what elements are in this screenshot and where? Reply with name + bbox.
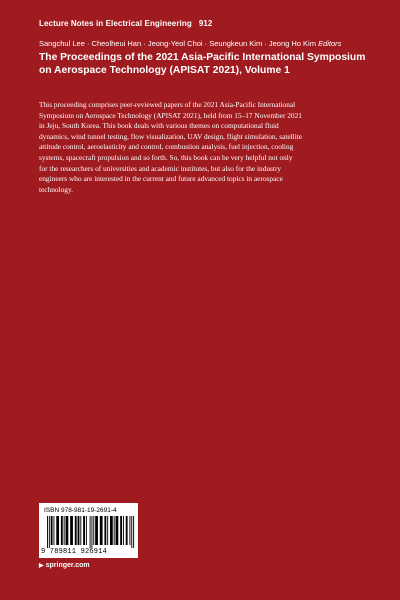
isbn-label: ISBN 978-981-19-2691-4	[44, 507, 117, 514]
description-line: technology.	[39, 184, 73, 194]
barcode-bars	[47, 516, 135, 548]
barcode-stripe	[83, 516, 85, 545]
barcode-stripe	[78, 516, 80, 545]
barcode-stripe	[61, 516, 63, 545]
book-description	[39, 100, 361, 195]
editor-names: Sangchul Lee · Cheolheui Han · Jeong-Yeol Choi · Seungkeun Kim · Jeong Ho Kim	[39, 39, 316, 48]
barcode-stripe	[133, 516, 134, 548]
barcode-stripe	[126, 516, 128, 545]
barcode-stripe	[75, 516, 77, 545]
barcode-stripe	[86, 516, 87, 545]
publisher-link[interactable]	[39, 562, 90, 569]
barcode-stripe	[120, 516, 122, 545]
barcode-stripe	[64, 516, 65, 545]
barcode-stripe	[131, 516, 132, 548]
barcode-digits: 9 789811 926914	[41, 548, 108, 556]
title-line: on Aerospace Technology (APISAT 2021), Volume 1	[39, 65, 290, 76]
barcode-stripe	[51, 516, 53, 545]
barcode-stripe	[100, 516, 103, 545]
barcode-stripe	[104, 516, 106, 545]
barcode-stripe	[47, 516, 48, 548]
barcode-stripe	[123, 516, 124, 545]
barcode-stripe	[95, 516, 98, 545]
barcode-stripe	[56, 516, 59, 545]
book-title	[39, 51, 369, 77]
barcode-stripe	[93, 516, 94, 545]
publisher-url: springer.com	[45, 562, 90, 569]
barcode-stripe	[70, 516, 73, 545]
barcode-stripe	[114, 516, 115, 545]
series-volume: 912	[198, 19, 213, 28]
barcode-stripe	[49, 516, 50, 548]
series-line	[39, 19, 212, 28]
series-name: Lecture Notes in Electrical Engineering	[39, 19, 192, 28]
description-line: engineers who are interested in the current and future advanced topics in aerospace	[39, 174, 283, 184]
barcode-stripe	[116, 516, 119, 545]
editors-role: Editors	[318, 39, 342, 48]
triangle-right-icon: ▶	[39, 563, 44, 569]
description-line: This proceeding comprises peer-reviewed papers of the 2021 Asia-Pacific International	[39, 100, 296, 109]
barcode-stripe	[129, 516, 130, 545]
description-line: attitude control, aeroelasticity and control, combustion analysis, fuel injection, cooling	[39, 142, 294, 152]
barcode-stripe	[90, 516, 91, 548]
barcode-stripe	[107, 516, 108, 545]
description-line: in Jeju, South Korea. This book deals with various themes on computational fluid	[39, 121, 279, 131]
barcode-stripe	[110, 516, 113, 545]
description-line: systems, spacecraft propulsion and so forth. So, this book can be very helpful not only	[39, 152, 293, 162]
description-line: Symposium on Aerospace Technology (APISAT 2021), held from 15–17 November 2021	[39, 110, 302, 120]
barcode-panel	[39, 503, 138, 558]
barcode-stripe	[66, 516, 69, 545]
editors-line	[39, 39, 341, 48]
barcode-stripe	[53, 516, 54, 545]
description-line: for the researchers of universities and academic institutes, but also for the industry	[39, 163, 282, 173]
title-line: The Proceedings of the 2021 Asia-Pacific International Symposium	[39, 52, 366, 63]
description-line: dynamics, wind tunnel testing, flow visualization, UAV design, flight simulation, satellite	[39, 131, 303, 141]
barcode-stripe	[91, 516, 92, 548]
barcode-stripe	[80, 516, 81, 545]
